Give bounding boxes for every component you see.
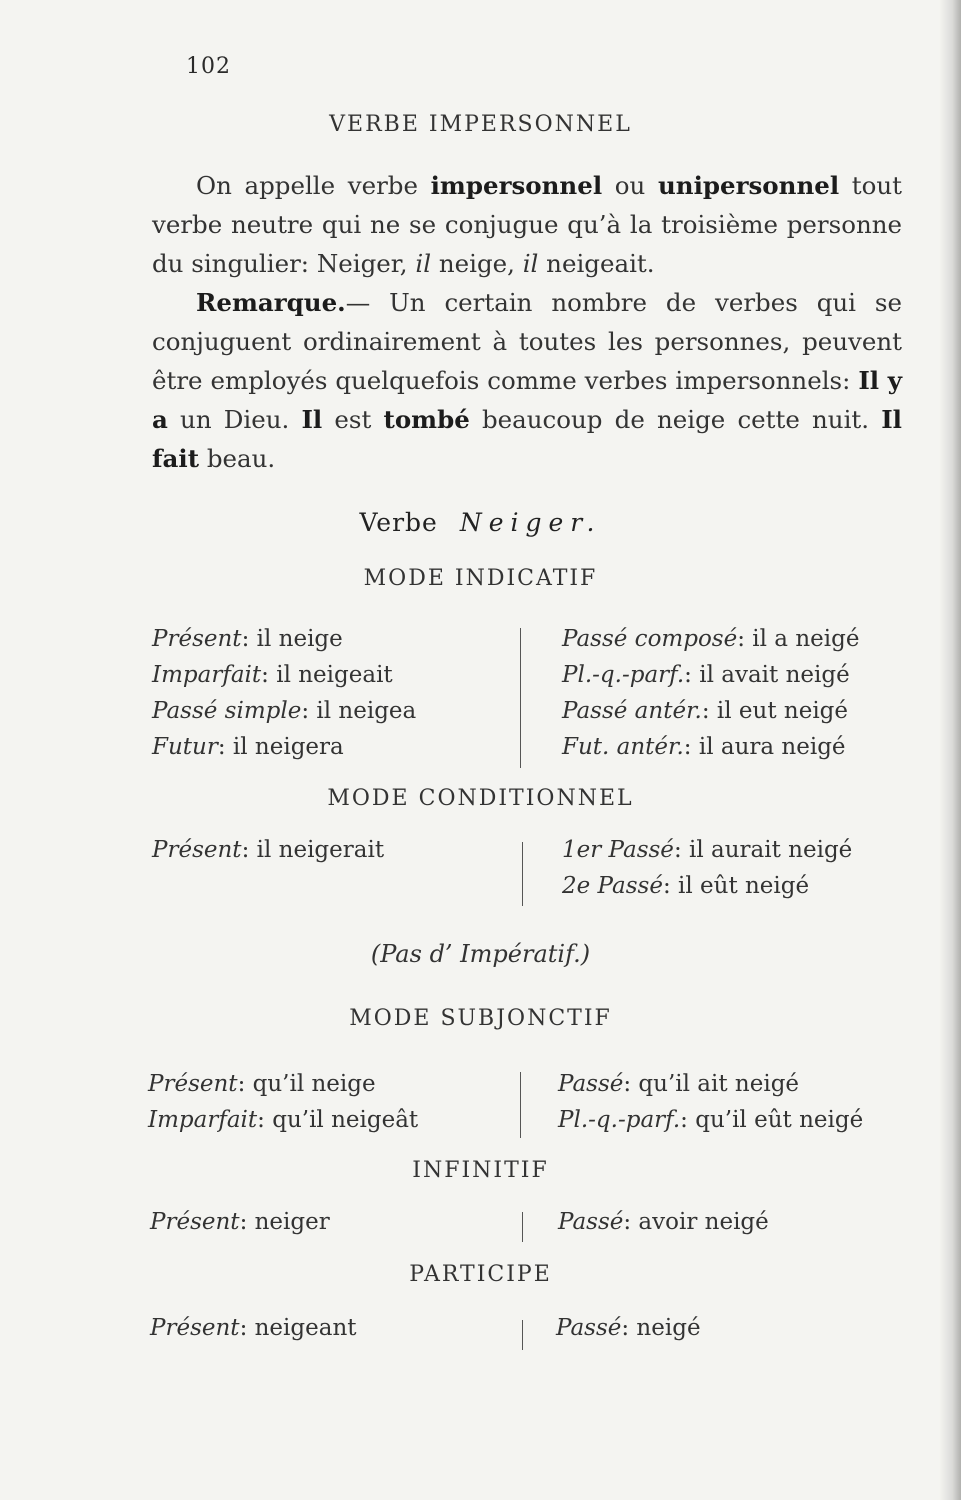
conjugation-row: Présent: neigeant xyxy=(150,1315,357,1341)
infinitif-heading: INFINITIF xyxy=(412,1158,549,1183)
definition-paragraph: On appelle verbe impersonnel ou unipersonnel tout verbe neutre qui ne se conjugue qu’à la troisième personne du singulier: Neiger, il neige, il neigeait. xyxy=(152,171,903,278)
conjugation-row: Passé antér.: il eut neigé xyxy=(562,698,849,724)
conjugation-row: Passé simple: il neigea xyxy=(152,698,417,724)
column-divider xyxy=(520,628,521,768)
conjugation-row: Passé: avoir neigé xyxy=(558,1209,769,1235)
column-divider xyxy=(522,842,523,906)
remark-paragraph: Remarque.— Un certain nombre de verbes qui se conjuguent ordinairement à toutes les personnes, peuvent être employés quelquefois comme verbes impersonnels: Il y a un Dieu. Il est tombé beaucoup de neige cette nuit. Il fait beau. xyxy=(152,288,902,473)
indicatif-right-column xyxy=(562,621,859,765)
conditionnel-right-column xyxy=(562,832,852,904)
section-title: VERBE IMPERSONNEL xyxy=(329,112,632,137)
indicatif-heading: MODE INDICATIF xyxy=(363,566,598,591)
column-divider xyxy=(522,1320,523,1350)
conjugation-row: Imparfait: qu’il neigeât xyxy=(148,1107,419,1133)
intro-text xyxy=(152,166,902,478)
conjugation-row: Imparfait: il neigeait xyxy=(152,662,393,688)
conjugation-row: 2e Passé: il eût neigé xyxy=(562,873,810,899)
conjugation-row: Pl.-q.-parf.: qu’il eût neigé xyxy=(558,1107,864,1133)
column-divider xyxy=(520,1072,521,1138)
participe-right-column xyxy=(556,1310,701,1346)
conditionnel-left-column xyxy=(152,832,384,868)
participe-left-column xyxy=(150,1310,357,1346)
conjugation-row: Présent: il neigerait xyxy=(152,837,385,863)
imperatif-note: (Pas d’ Impératif.) xyxy=(370,940,591,968)
infinitif-left-column xyxy=(150,1204,330,1240)
conjugation-row: Passé: neigé xyxy=(556,1315,701,1341)
conjugation-row: Présent: il neige xyxy=(152,626,343,652)
conjugation-row: Présent: neiger xyxy=(150,1209,330,1235)
verb-title: Verbe Neiger. xyxy=(359,508,602,537)
conjugation-row: Fut. antér.: il aura neigé xyxy=(562,734,846,760)
column-divider xyxy=(522,1212,523,1242)
subjonctif-left-column xyxy=(148,1066,418,1138)
conjugation-row: Pl.-q.-parf.: il avait neigé xyxy=(562,662,850,688)
subjonctif-right-column xyxy=(558,1066,863,1138)
conjugation-row: Futur: il neigera xyxy=(152,734,344,760)
conjugation-row: Passé composé: il a neigé xyxy=(562,626,860,652)
conjugation-row: 1er Passé: il aurait neigé xyxy=(562,837,853,863)
subjonctif-heading: MODE SUBJONCTIF xyxy=(349,1006,612,1031)
infinitif-right-column xyxy=(558,1204,769,1240)
indicatif-left-column xyxy=(152,621,416,765)
conditionnel-heading: MODE CONDITIONNEL xyxy=(327,786,634,811)
page-number: 102 xyxy=(186,54,231,79)
participe-heading: PARTICIPE xyxy=(409,1262,552,1287)
conjugation-row: Passé: qu’il ait neigé xyxy=(558,1071,800,1097)
conjugation-row: Présent: qu’il neige xyxy=(148,1071,376,1097)
